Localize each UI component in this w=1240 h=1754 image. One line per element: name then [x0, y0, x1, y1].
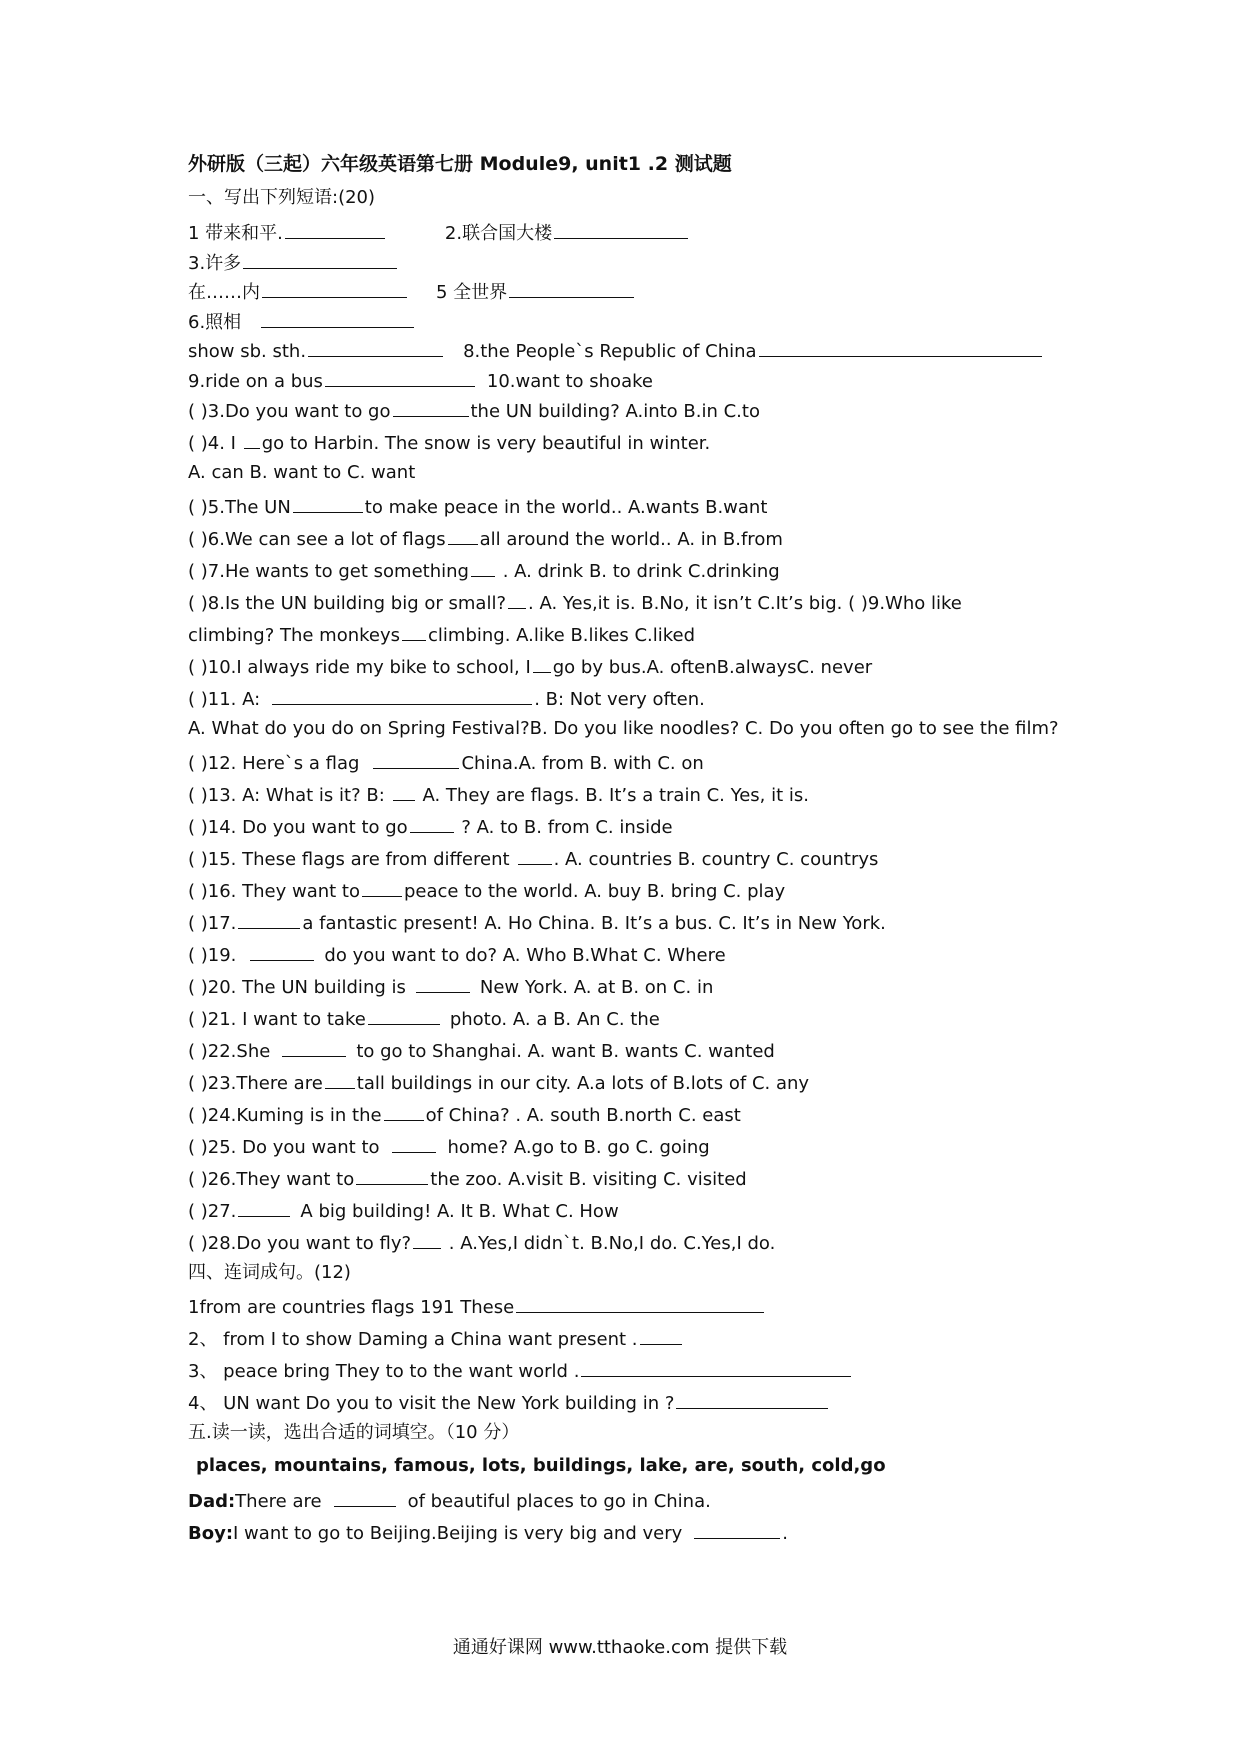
dialog-text: There are [235, 1491, 322, 1512]
blank[interactable] [581, 1360, 851, 1377]
sentence-text: 1from are countries flags 191 These [188, 1297, 515, 1318]
blank[interactable] [272, 688, 532, 705]
blank[interactable] [554, 222, 688, 239]
blank[interactable] [334, 1490, 396, 1507]
question-options: peace to the world. A. buy B. bring C. play [403, 881, 786, 902]
phrase-7: show sb. sth. [188, 341, 307, 362]
question-text: ( )16. They want to [188, 881, 360, 902]
question-options: A big building! A. It B. What C. How [300, 1201, 619, 1222]
blank[interactable] [392, 1136, 436, 1153]
phrase-1: 1 带来和平. [188, 223, 283, 244]
question-text: ( )5.The UN [188, 497, 291, 518]
speaker-label: Dad: [188, 1491, 236, 1512]
blank[interactable] [416, 976, 470, 993]
phrase-3: 3.许多 [188, 253, 242, 274]
phrase-2: 2.联合国大楼 [444, 223, 553, 244]
question-options: . A. drink B. to drink C.drinking [496, 561, 780, 582]
question-28 [188, 1232, 775, 1253]
question-options: go to Harbin. The snow is very beautiful in winter. [261, 433, 711, 454]
blank[interactable] [508, 592, 526, 609]
question-text: ( )11. A: [188, 689, 261, 710]
blank[interactable] [384, 1104, 424, 1121]
blank[interactable] [325, 370, 475, 387]
question-25 [188, 1136, 710, 1157]
question-options: tall buildings in our city. A.a lots of B.lots of C. any [356, 1073, 810, 1094]
question-options: to make peace in the world.. A.wants B.want [364, 497, 768, 518]
phrase-row-4 [188, 311, 416, 332]
blank[interactable] [518, 848, 552, 865]
question-text: ( )28.Do you want to fly? [188, 1233, 412, 1254]
question-text: climbing? The monkeys [188, 625, 401, 646]
question-12 [188, 752, 704, 773]
question-text: ( )12. Here`s a flag [188, 753, 360, 774]
phrase-10: 10.want to shoake [486, 371, 653, 392]
question-options: photo. A. a B. An C. the [449, 1009, 660, 1030]
question-text: ( )15. These flags are from different [188, 849, 510, 870]
question-17 [188, 912, 886, 933]
question-options: to go to Shanghai. A. want B. wants C. wanted [356, 1041, 775, 1062]
blank[interactable] [393, 400, 469, 417]
blank[interactable] [238, 1200, 290, 1217]
section5-heading: 五.读一读，选出合适的词填空。（10 分） [188, 1422, 520, 1443]
phrase-6: 6.照相 [188, 312, 242, 333]
phrase-row-2 [188, 252, 399, 273]
blank[interactable] [533, 656, 551, 673]
question-22 [188, 1040, 775, 1061]
phrase-row-6 [188, 370, 653, 391]
blank[interactable] [368, 1008, 440, 1025]
question-20 [188, 976, 713, 997]
speaker-label: Boy: [188, 1523, 234, 1544]
section4-heading: 四、连词成句。(12) [188, 1262, 351, 1283]
question-6 [188, 528, 783, 549]
sentence-text: 2、 from I to show Daming a China want present . [188, 1329, 638, 1350]
blank[interactable] [373, 752, 459, 769]
blank[interactable] [393, 784, 415, 801]
question-27 [188, 1200, 619, 1221]
question-text: ( )19. [188, 945, 237, 966]
question-text: ( )23.There are [188, 1073, 323, 1094]
question-5 [188, 496, 767, 517]
question-text: ( )14. Do you want to go [188, 817, 408, 838]
blank[interactable] [293, 496, 363, 513]
question-options: . B: Not very often. [534, 689, 705, 710]
question-text: ( )26.They want to [188, 1169, 355, 1190]
question-options: ? A. to B. from C. inside [455, 817, 673, 838]
question-26 [188, 1168, 747, 1189]
page-title: 外研版（三起）六年级英语第七册 Module9, unit1 .2 测试题 [188, 153, 732, 175]
blank[interactable] [238, 912, 300, 929]
question-text: ( )20. The UN building is [188, 977, 406, 998]
question-options: home? A.go to B. go C. going [447, 1137, 710, 1158]
question-11 [188, 688, 705, 709]
blank[interactable] [676, 1392, 828, 1409]
phrase-5: 5 全世界 [436, 282, 508, 303]
question-text: ( )17. [188, 913, 237, 934]
question-options: all around the world.. A. in B.from [479, 529, 783, 550]
question-10 [188, 656, 872, 677]
sentence-3 [188, 1360, 853, 1381]
question-options: the zoo. A.visit B. visiting C. visited [430, 1169, 747, 1190]
blank[interactable] [261, 311, 414, 328]
question-15 [188, 848, 878, 869]
question-text: ( )25. Do you want to [188, 1137, 380, 1158]
question-text: ( )6.We can see a lot of flags [188, 529, 446, 550]
question-options: . A. Yes,it is. B.No, it isn’t C.It’s big. ( )9.Who like [528, 593, 962, 614]
phrase-row-1 [188, 222, 690, 243]
blank[interactable] [250, 944, 314, 961]
blank[interactable] [262, 281, 407, 298]
dialog-text: I want to go to Beijing.Beijing is very big and very [233, 1523, 683, 1544]
question-options: do you want to do? A. Who B.What C. Where [324, 945, 726, 966]
phrase-9: 9.ride on a bus [188, 371, 323, 392]
question-14 [188, 816, 673, 837]
blank[interactable] [759, 340, 1042, 357]
question-options: A. They are flags. B. It’s a train C. Yes, it is. [416, 785, 809, 806]
sentence-text: 3、 peace bring They to to the want world . [188, 1361, 580, 1382]
question-text: ( )8.Is the UN building big or small? [188, 593, 506, 614]
question-options: . A. countries B. country C. countrys [553, 849, 879, 870]
blank[interactable] [640, 1328, 682, 1345]
question-text: ( )24.Kuming is in the [188, 1105, 382, 1126]
question-9-cont [188, 624, 695, 645]
blank[interactable] [308, 340, 443, 357]
question-options: A. can B. want to C. want [188, 462, 416, 483]
sentence-2 [188, 1328, 684, 1349]
blank[interactable] [413, 1232, 441, 1249]
question-text: ( )10.I always ride my bike to school, I [188, 657, 531, 678]
question-24 [188, 1104, 741, 1125]
question-19 [188, 944, 726, 965]
sentence-4 [188, 1392, 830, 1413]
question-text: ( )21. I want to take [188, 1009, 366, 1030]
question-options: climbing. A.like B.likes C.liked [428, 625, 696, 646]
phrase-row-3 [188, 281, 636, 302]
question-options: . A.Yes,I didn`t. B.No,I do. C.Yes,I do. [443, 1233, 776, 1254]
question-text: ( )4. I [188, 433, 242, 454]
sentence-1 [188, 1296, 766, 1317]
question-13 [188, 784, 809, 805]
blank[interactable] [410, 816, 454, 833]
sentence-text: 4、 UN want Do you to visit the New York building in ? [188, 1393, 675, 1414]
question-4 [188, 432, 710, 453]
question-23 [188, 1072, 809, 1093]
question-options: the UN building? A.into B.in C.to [470, 401, 760, 422]
blank[interactable] [282, 1040, 346, 1057]
question-text: ( )7.He wants to get something [188, 561, 469, 582]
blank[interactable] [244, 432, 260, 449]
blank[interactable] [285, 222, 385, 239]
question-text: ( )3.Do you want to go [188, 401, 391, 422]
section1-heading: 一、写出下列短语:(20) [188, 187, 376, 208]
question-text: ( )22.She [188, 1041, 271, 1062]
question-11-options [188, 720, 1059, 738]
blank[interactable] [325, 1072, 355, 1089]
footer-credit: 通通好课网 www.tthaoke.com 提供下载 [452, 1637, 788, 1658]
question-text: ( )27. [188, 1201, 237, 1222]
question-text: ( )13. A: What is it? B: [188, 785, 385, 806]
blank[interactable] [448, 528, 478, 545]
dialog-dad [188, 1490, 711, 1511]
blank[interactable] [471, 560, 495, 577]
question-8 [188, 592, 962, 613]
dialog-text: of beautiful places to go in China. [407, 1491, 711, 1512]
question-7 [188, 560, 780, 581]
dialog-boy: Boy:I want to go to Beijing.Beijing is very big and very . [188, 1523, 788, 1544]
question-options: A. What do you do on Spring Festival?B. Do you like noodles? C. Do you often go to see the film? [188, 718, 1059, 739]
phrase-4: 在……内 [188, 282, 260, 303]
blank[interactable] [509, 281, 634, 298]
question-options: China.A. from B. with C. on [461, 753, 704, 774]
question-4-options [188, 464, 415, 482]
question-21 [188, 1008, 660, 1029]
question-options: go by bus.A. oftenB.alwaysC. never [552, 657, 873, 678]
blank[interactable] [402, 624, 426, 641]
question-options: of China? . A. south B.north C. east [425, 1105, 741, 1126]
blank[interactable] [356, 1168, 428, 1185]
blank[interactable] [243, 252, 397, 269]
blank[interactable] [362, 880, 402, 897]
blank[interactable] [694, 1522, 780, 1539]
blank[interactable] [516, 1296, 764, 1313]
question-options: a fantastic present! A. Ho China. B. It’s a bus. C. It’s in New York. [302, 913, 886, 934]
question-3 [188, 400, 760, 421]
question-options: New York. A. at B. on C. in [479, 977, 714, 998]
phrase-row-5 [188, 340, 1044, 361]
phrase-8: 8.the People`s Republic of China [463, 341, 757, 362]
word-bank: places, mountains, famous, lots, buildings, lake, are, south, cold,go [196, 1455, 886, 1476]
question-16 [188, 880, 785, 901]
